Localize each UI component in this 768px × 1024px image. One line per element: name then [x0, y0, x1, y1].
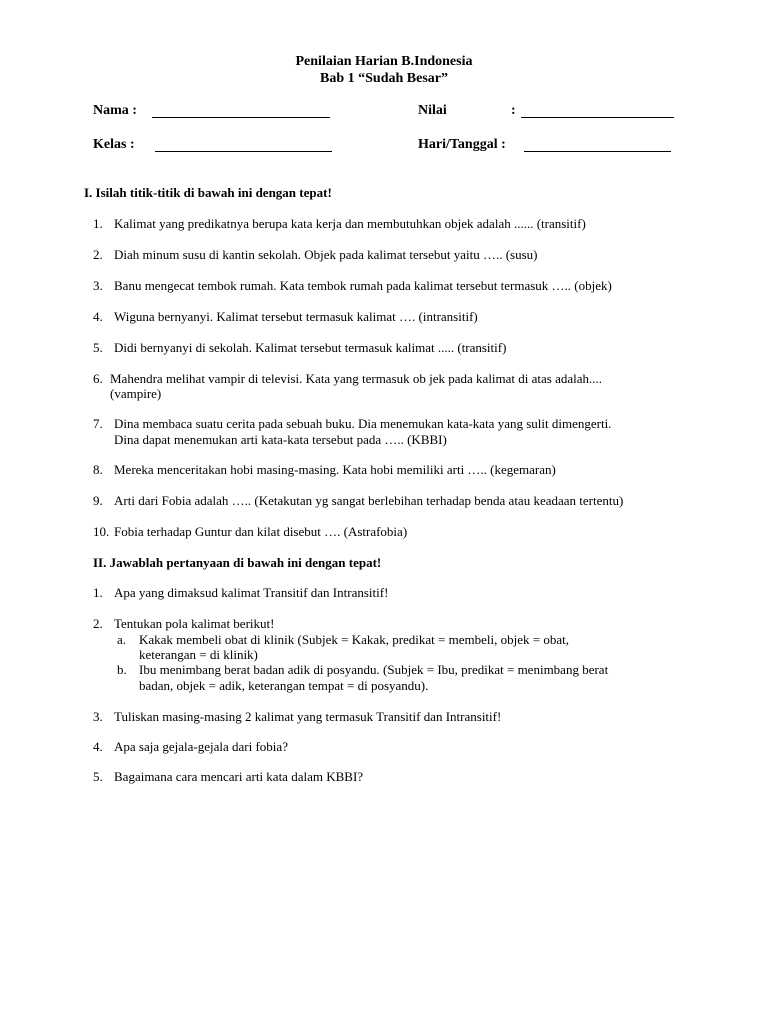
question-text: Tuliskan masing-masing 2 kalimat yang termasuk Transitif dan Intransitif! — [114, 709, 502, 724]
page-title: Penilaian Harian B.Indonesia — [295, 54, 473, 69]
item-number: 1. — [93, 216, 103, 231]
nama-label: Nama : — [93, 103, 137, 118]
subitem-text-continued: keterangan = di klinik) — [139, 647, 258, 662]
item-text: Fobia terhadap Guntur dan kilat disebut …. (Astrafobia) — [114, 524, 408, 539]
nilai-blank-line[interactable] — [521, 117, 674, 118]
item-text: Kalimat yang predikatnya berupa kata kerja dan membutuhkan objek adalah ...... (transitif) — [114, 216, 586, 231]
subitem-text-continued: badan, objek = adik, keterangan tempat = di posyandu). — [139, 678, 429, 693]
item-text: Diah minum susu di kantin sekolah. Objek pada kalimat tersebut yaitu ….. (susu) — [114, 247, 538, 262]
item-text: Mereka menceritakan hobi masing-masing. Kata hobi memiliki arti ….. (kegemaran) — [114, 462, 556, 477]
nilai-label: Nilai — [418, 103, 447, 118]
kelas-label: Kelas : — [93, 137, 135, 152]
question-text: Tentukan pola kalimat berikut! — [114, 616, 275, 631]
hari-tanggal-blank-line[interactable] — [524, 151, 671, 152]
item-number: 8. — [93, 462, 103, 477]
page-subtitle: Bab 1 “Sudah Besar” — [320, 71, 448, 86]
nama-blank-line[interactable] — [152, 117, 330, 118]
item-number: 10. — [93, 524, 110, 539]
item-number: 4. — [93, 309, 103, 324]
subitem-text: Ibu menimbang berat badan adik di posyandu. (Subjek = Ibu, predikat = menimbang berat — [139, 662, 609, 677]
item-number: 2. — [93, 247, 103, 262]
item-number: 3. — [93, 278, 103, 293]
item-text-continued: Dina dapat menemukan arti kata-kata tersebut pada ….. (KBBI) — [114, 432, 447, 447]
section-1-heading: I. Isilah titik-titik di bawah ini dengan tepat! — [84, 185, 332, 200]
kelas-blank-line[interactable] — [155, 151, 332, 152]
subitem-label: b. — [117, 662, 127, 677]
item-text: Mahendra melihat vampir di televisi. Kata yang termasuk ob jek pada kalimat di atas adalah.... — [110, 371, 603, 386]
item-text: Banu mengecat tembok rumah. Kata tembok rumah pada kalimat tersebut termasuk ….. (objek) — [114, 278, 612, 293]
item-number: 9. — [93, 493, 103, 508]
section-2-heading: II. Jawablah pertanyaan di bawah ini dengan tepat! — [93, 555, 382, 570]
item-text: Arti dari Fobia adalah ….. (Ketakutan yg sangat berlebihan terhadap benda atau keadaan tertentu) — [114, 493, 624, 508]
item-text: Wiguna bernyanyi. Kalimat tersebut termasuk kalimat …. (intransitif) — [114, 309, 478, 324]
question-number: 3. — [93, 709, 103, 724]
question-number: 5. — [93, 769, 103, 784]
item-text-continued: (vampire) — [110, 386, 162, 401]
question-text: Bagaimana cara mencari arti kata dalam KBBI? — [114, 769, 364, 784]
subitem-text: Kakak membeli obat di klinik (Subjek = Kakak, predikat = membeli, objek = obat, — [139, 632, 569, 647]
question-number: 2. — [93, 616, 103, 631]
subitem-label: a. — [117, 632, 127, 647]
item-text: Dina membaca suatu cerita pada sebuah buku. Dia menemukan kata-kata yang sulit dimengerti. — [114, 416, 612, 431]
item-text: Didi bernyanyi di sekolah. Kalimat tersebut termasuk kalimat ..... (transitif) — [114, 340, 507, 355]
question-text: Apa yang dimaksud kalimat Transitif dan Intransitif! — [114, 585, 389, 600]
item-number: 5. — [93, 340, 103, 355]
item-number: 6. — [93, 371, 103, 386]
nilai-colon: : — [511, 103, 516, 118]
question-number: 1. — [93, 585, 103, 600]
hari-tanggal-label: Hari/Tanggal : — [418, 137, 506, 152]
question-number: 4. — [93, 739, 103, 754]
question-text: Apa saja gejala-gejala dari fobia? — [114, 739, 288, 754]
item-number: 7. — [93, 416, 103, 431]
